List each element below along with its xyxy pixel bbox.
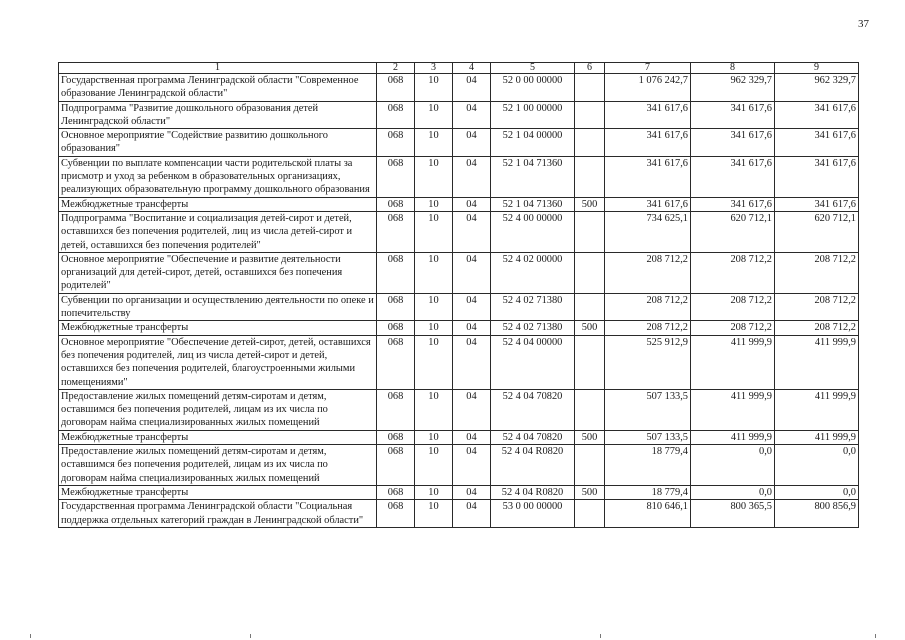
subsection-cell: 04 [453,430,491,444]
subsection-cell: 04 [453,485,491,499]
column-header-4: 4 [453,63,491,74]
expense-type-cell [575,156,605,197]
column-header-1: 1 [59,63,377,74]
expense-type-cell [575,74,605,102]
section-cell: 10 [415,197,453,211]
row-name-cell: Субвенции по выплате компенсации части родительской платы за присмотр и уход за ребенком в образовательных организациях, реализующих образовательную программу дошкольного образования [59,156,377,197]
expense-type-cell: 500 [575,430,605,444]
admin-code-cell: 068 [377,485,415,499]
amount-year3-cell: 208 712,2 [775,252,859,293]
table-row [59,500,859,528]
amount-year1-cell: 1 076 242,7 [605,74,691,102]
target-article-cell: 52 4 02 00000 [491,252,575,293]
amount-year1-cell: 734 625,1 [605,211,691,252]
amount-year2-cell: 341 617,6 [691,101,775,129]
row-name-cell: Субвенции по организации и осуществлению деятельности по опеке и попечительству [59,293,377,321]
subsection-cell: 04 [453,156,491,197]
row-name-cell: Межбюджетные трансферты [59,197,377,211]
section-cell: 10 [415,211,453,252]
table-row [59,389,859,430]
amount-year1-cell: 507 133,5 [605,389,691,430]
target-article-cell: 52 4 02 71380 [491,293,575,321]
section-cell: 10 [415,252,453,293]
amount-year2-cell: 341 617,6 [691,156,775,197]
row-name-cell: Предоставление жилых помещений детям-сиротам и детям, оставшимся без попечения родителей, лицам из их числа по договорам найма специализированных жилых помещений [59,389,377,430]
section-cell: 10 [415,445,453,486]
amount-year1-cell: 341 617,6 [605,129,691,157]
section-cell: 10 [415,500,453,528]
budget-table [58,62,859,528]
row-name-cell: Подпрограмма "Развитие дошкольного образования детей Ленинградской области" [59,101,377,129]
admin-code-cell: 068 [377,500,415,528]
amount-year3-cell: 0,0 [775,445,859,486]
amount-year3-cell: 800 856,9 [775,500,859,528]
amount-year1-cell: 18 779,4 [605,485,691,499]
table-row [59,430,859,444]
expense-type-cell [575,293,605,321]
target-article-cell: 52 4 02 71380 [491,321,575,335]
target-article-cell: 53 0 00 00000 [491,500,575,528]
expense-type-cell [575,101,605,129]
subsection-cell: 04 [453,293,491,321]
target-article-cell: 52 4 04 R0820 [491,485,575,499]
amount-year2-cell: 0,0 [691,445,775,486]
column-header-6: 6 [575,63,605,74]
amount-year1-cell: 208 712,2 [605,293,691,321]
amount-year2-cell: 208 712,2 [691,321,775,335]
admin-code-cell: 068 [377,293,415,321]
admin-code-cell: 068 [377,156,415,197]
table-header-row [59,63,859,74]
amount-year2-cell: 208 712,2 [691,252,775,293]
subsection-cell: 04 [453,101,491,129]
amount-year3-cell: 341 617,6 [775,156,859,197]
column-header-2: 2 [377,63,415,74]
amount-year2-cell: 208 712,2 [691,293,775,321]
admin-code-cell: 068 [377,211,415,252]
section-cell: 10 [415,430,453,444]
subsection-cell: 04 [453,335,491,389]
row-name-cell: Межбюджетные трансферты [59,430,377,444]
admin-code-cell: 068 [377,197,415,211]
table-row [59,252,859,293]
amount-year2-cell: 0,0 [691,485,775,499]
column-header-3: 3 [415,63,453,74]
target-article-cell: 52 4 04 70820 [491,430,575,444]
admin-code-cell: 068 [377,389,415,430]
table-row [59,293,859,321]
subsection-cell: 04 [453,321,491,335]
amount-year2-cell: 411 999,9 [691,335,775,389]
section-cell: 10 [415,129,453,157]
section-cell: 10 [415,321,453,335]
admin-code-cell: 068 [377,321,415,335]
amount-year3-cell: 411 999,9 [775,389,859,430]
expense-type-cell: 500 [575,485,605,499]
amount-year3-cell: 341 617,6 [775,197,859,211]
subsection-cell: 04 [453,500,491,528]
subsection-cell: 04 [453,389,491,430]
target-article-cell: 52 1 04 00000 [491,129,575,157]
amount-year1-cell: 208 712,2 [605,321,691,335]
column-header-7: 7 [605,63,691,74]
admin-code-cell: 068 [377,335,415,389]
amount-year2-cell: 411 999,9 [691,430,775,444]
expense-type-cell [575,129,605,157]
expense-type-cell [575,211,605,252]
section-cell: 10 [415,101,453,129]
target-article-cell: 52 1 04 71360 [491,156,575,197]
expense-type-cell [575,252,605,293]
expense-type-cell [575,500,605,528]
section-cell: 10 [415,335,453,389]
target-article-cell: 52 4 04 00000 [491,335,575,389]
amount-year1-cell: 810 646,1 [605,500,691,528]
row-name-cell: Основное мероприятие "Обеспечение и развитие деятельности организаций для детей-сирот, детей, оставшихся без попечения родителей" [59,252,377,293]
target-article-cell: 52 1 04 71360 [491,197,575,211]
expense-type-cell [575,445,605,486]
admin-code-cell: 068 [377,430,415,444]
amount-year1-cell: 525 912,9 [605,335,691,389]
subsection-cell: 04 [453,74,491,102]
amount-year3-cell: 0,0 [775,485,859,499]
section-cell: 10 [415,74,453,102]
row-name-cell: Межбюджетные трансферты [59,485,377,499]
amount-year3-cell: 411 999,9 [775,430,859,444]
table-row [59,485,859,499]
subsection-cell: 04 [453,197,491,211]
table-row [59,101,859,129]
table-row [59,335,859,389]
amount-year2-cell: 962 329,7 [691,74,775,102]
target-article-cell: 52 4 04 R0820 [491,445,575,486]
row-name-cell: Основное мероприятие "Содействие развитию дошкольного образования" [59,129,377,157]
section-cell: 10 [415,389,453,430]
amount-year3-cell: 341 617,6 [775,101,859,129]
amount-year1-cell: 341 617,6 [605,197,691,211]
table-row [59,129,859,157]
amount-year2-cell: 620 712,1 [691,211,775,252]
column-header-8: 8 [691,63,775,74]
expense-type-cell [575,389,605,430]
subsection-cell: 04 [453,129,491,157]
amount-year3-cell: 411 999,9 [775,335,859,389]
admin-code-cell: 068 [377,101,415,129]
section-cell: 10 [415,485,453,499]
row-name-cell: Межбюджетные трансферты [59,321,377,335]
target-article-cell: 52 1 00 00000 [491,101,575,129]
table-row [59,197,859,211]
amount-year1-cell: 341 617,6 [605,156,691,197]
target-article-cell: 52 4 00 00000 [491,211,575,252]
section-cell: 10 [415,156,453,197]
row-name-cell: Государственная программа Ленинградской области "Социальная поддержка отдельных категорий граждан в Ленинградской области" [59,500,377,528]
target-article-cell: 52 0 00 00000 [491,74,575,102]
amount-year3-cell: 341 617,6 [775,129,859,157]
expense-type-cell: 500 [575,321,605,335]
amount-year3-cell: 208 712,2 [775,293,859,321]
expense-type-cell [575,335,605,389]
table-row [59,156,859,197]
table-row [59,321,859,335]
amount-year3-cell: 962 329,7 [775,74,859,102]
amount-year2-cell: 800 365,5 [691,500,775,528]
amount-year2-cell: 341 617,6 [691,197,775,211]
column-header-5: 5 [491,63,575,74]
table-row [59,74,859,102]
row-name-cell: Предоставление жилых помещений детям-сиротам и детям, оставшимся без попечения родителей, лицам из их числа по договорам найма специализированных жилых помещений [59,445,377,486]
amount-year1-cell: 208 712,2 [605,252,691,293]
subsection-cell: 04 [453,211,491,252]
admin-code-cell: 068 [377,74,415,102]
amount-year1-cell: 507 133,5 [605,430,691,444]
amount-year2-cell: 341 617,6 [691,129,775,157]
scan-edge-marks [0,634,905,638]
subsection-cell: 04 [453,252,491,293]
amount-year1-cell: 18 779,4 [605,445,691,486]
admin-code-cell: 068 [377,129,415,157]
admin-code-cell: 068 [377,445,415,486]
table-body [59,74,859,528]
subsection-cell: 04 [453,445,491,486]
amount-year1-cell: 341 617,6 [605,101,691,129]
amount-year3-cell: 620 712,1 [775,211,859,252]
expense-type-cell: 500 [575,197,605,211]
column-header-9: 9 [775,63,859,74]
target-article-cell: 52 4 04 70820 [491,389,575,430]
row-name-cell: Основное мероприятие "Обеспечение детей-сирот, детей, оставшихся без попечения родителей, лиц из числа детей-сирот и детей, оставшихся без попечения родителей, благоустроенными жилыми помещениями" [59,335,377,389]
amount-year3-cell: 208 712,2 [775,321,859,335]
table-row [59,211,859,252]
amount-year2-cell: 411 999,9 [691,389,775,430]
page-number: 37 [858,18,869,30]
row-name-cell: Государственная программа Ленинградской области "Современное образование Ленинградской области" [59,74,377,102]
row-name-cell: Подпрограмма "Воспитание и социализация детей-сирот и детей, оставшихся без попечения родителей, лиц из числа детей-сирот и детей, оставшихся без попечения родителей" [59,211,377,252]
table-row [59,445,859,486]
section-cell: 10 [415,293,453,321]
admin-code-cell: 068 [377,252,415,293]
